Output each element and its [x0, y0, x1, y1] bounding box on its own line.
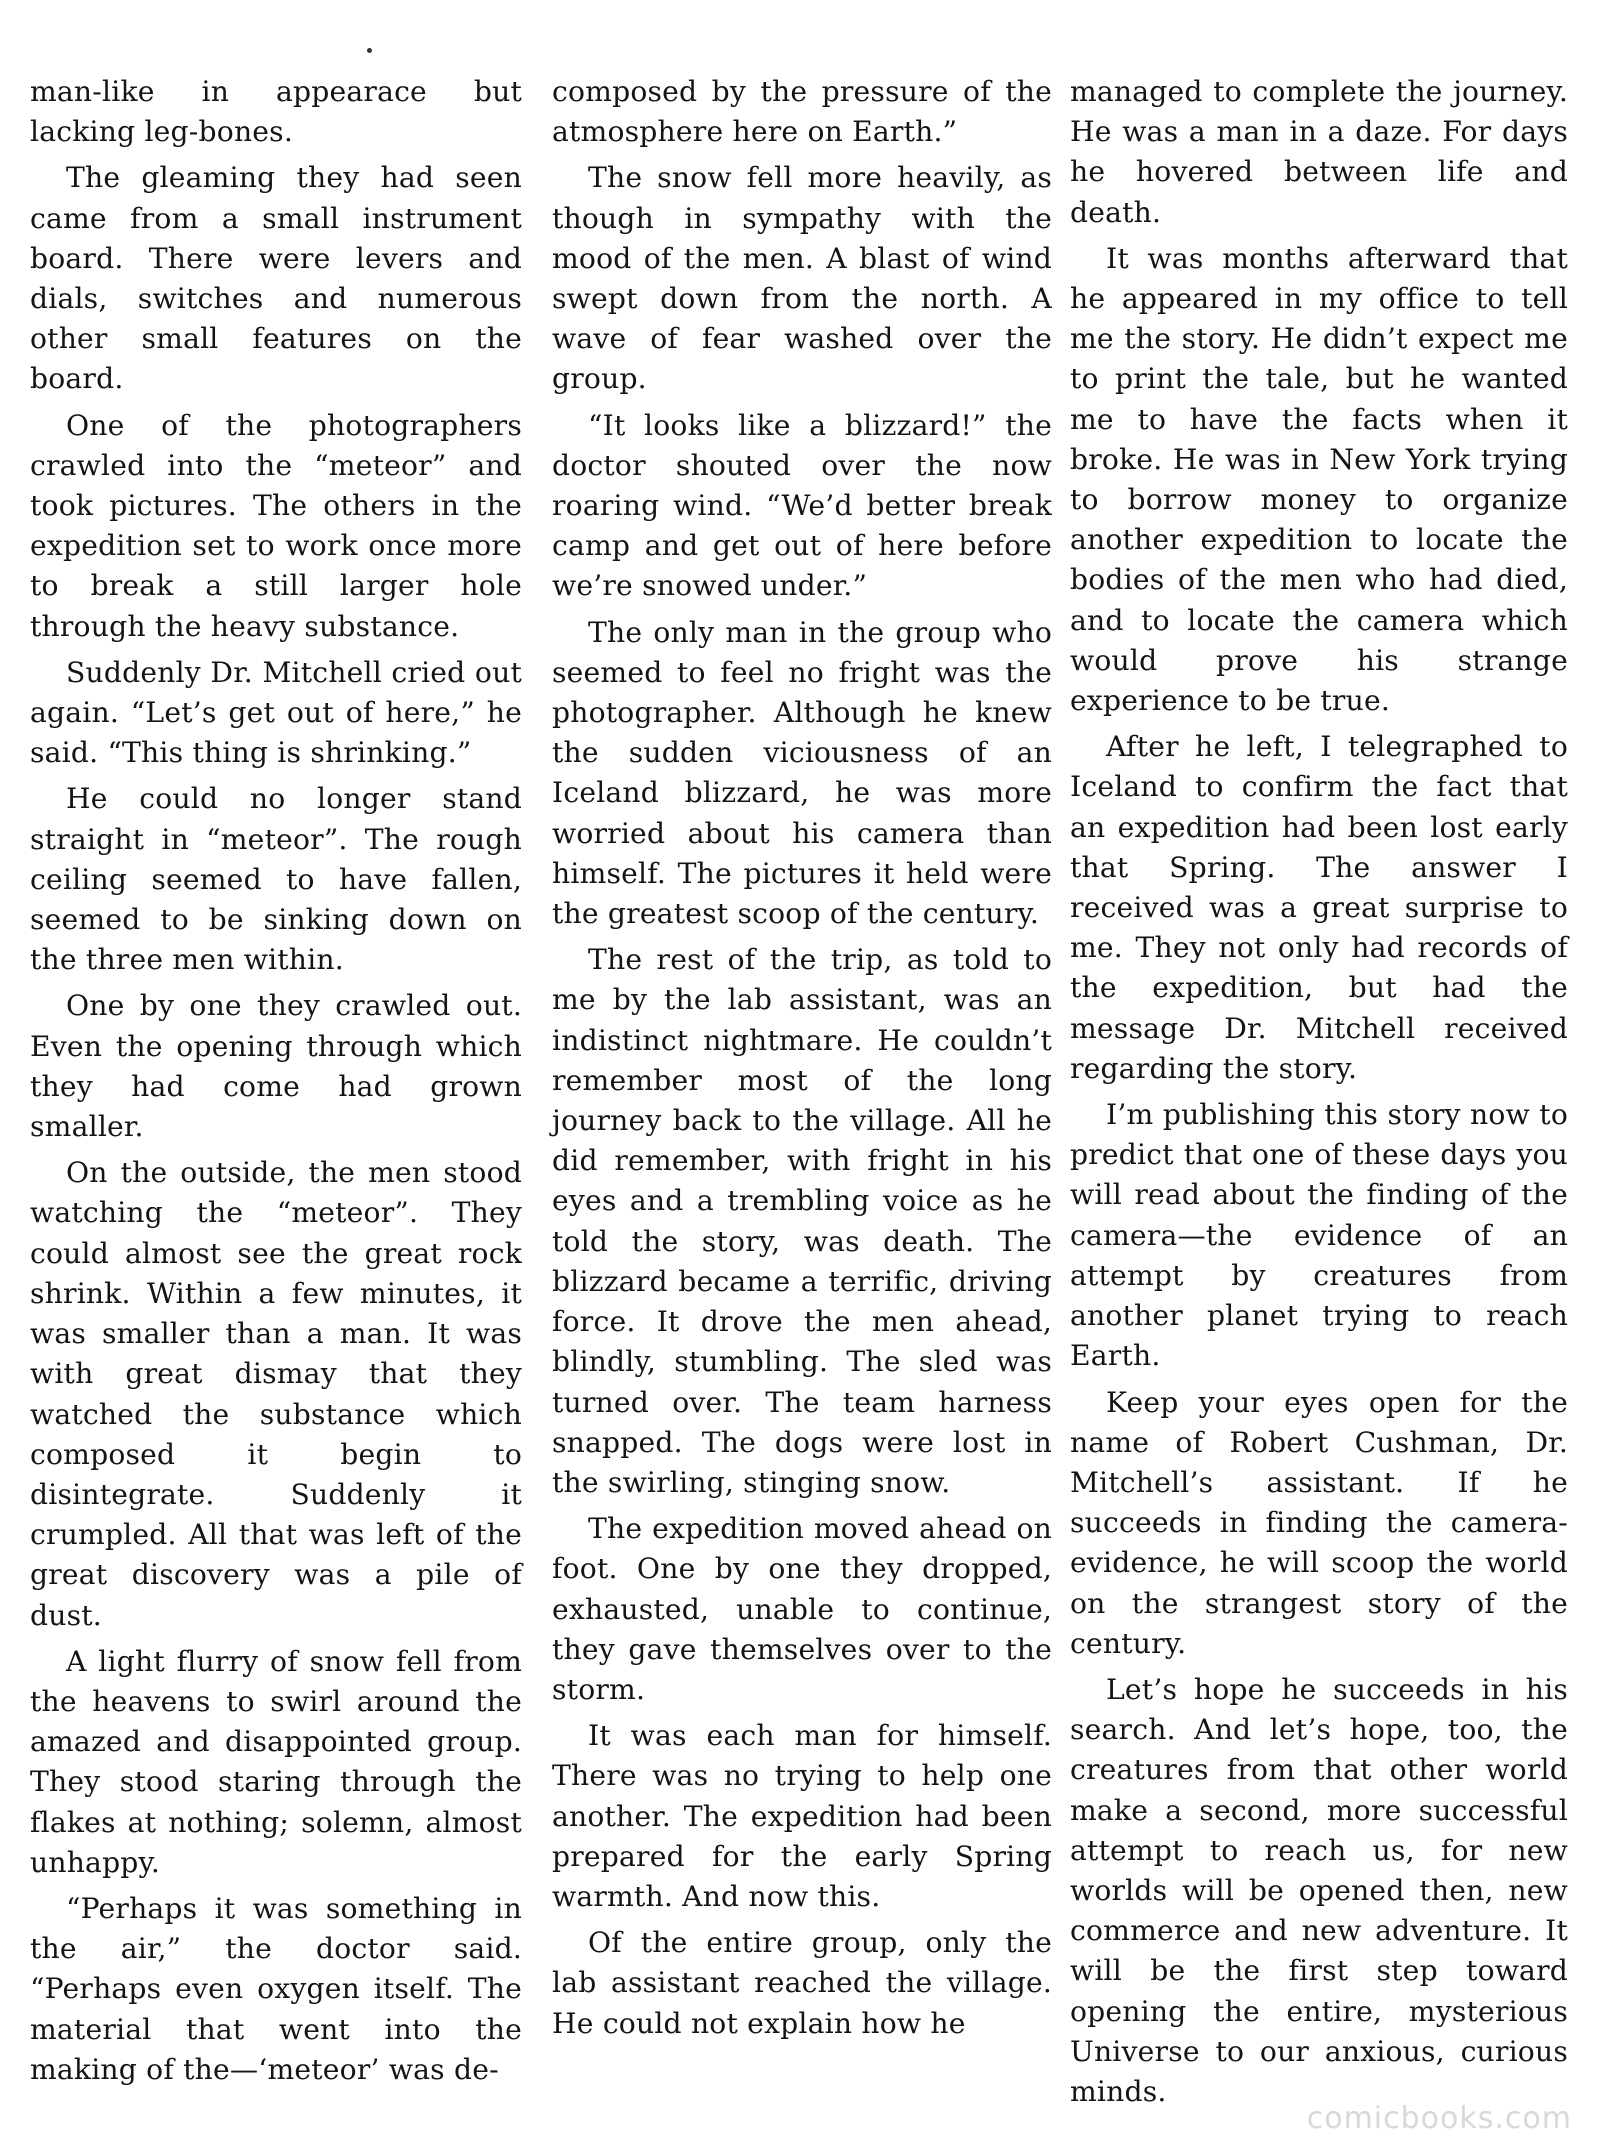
paragraph: The rest of the trip, as told to me by the lab assistant, was an indistinct nightmare. He couldn’t remember most of the long journey back to the village. All he did remember, with fright in his eyes and a trembling voice as he told the story, was death. The blizzard became a terrific, driving force. It drove the men ahead, blindly, stumbling. The sled was turned over. The team harness snapped. The dogs were lost in the swirling, stinging snow.	[552, 943, 1052, 1499]
paragraph: On the outside, the men stood watching the “meteor”. They could almost see the great rock shrink. Within a few minutes, it was smaller than a man. It was with great dismay that they watched the substance which composed it begin to disintegrate. Suddenly it crumpled. All that was left of the great discovery was a pile of dust.	[30, 1156, 522, 1632]
paragraph: After he left, I telegraphed to Iceland to confirm the fact that an expedition had been lost early that Spring. The answer I received was a great surprise to me. They not only had records of the expedition, but had the message Dr. Mitchell received regarding the story.	[1070, 730, 1568, 1085]
paragraph: The snow fell more heavily, as though in sympathy with the mood of the men. A blast of wind swept down from the north. A wave of fear washed over the group.	[552, 161, 1052, 396]
text-column-left	[30, 72, 522, 2096]
paragraph: It was each man for himself. There was no trying to help one another. The expedition had been prepared for the early Spring warmth. And now this.	[552, 1719, 1052, 1913]
paragraph: I’m publishing this story now to predict that one of these days you will read about the finding of the camera—the evidence of an attempt by creatures from another planet trying to reach Earth.	[1070, 1098, 1568, 1373]
paragraph: The expedition moved ahead on foot. One by one they dropped, exhausted, unable to continue, they gave themselves over to the storm.	[552, 1512, 1052, 1706]
paragraph: “It looks like a blizzard!” the doctor shouted over the now roaring wind. “We’d better break camp and get out of here before we’re snowed under.”	[552, 408, 1052, 603]
paragraph: man-like in appearace but lacking leg-bones.	[30, 75, 522, 149]
paragraph: Let’s hope he succeeds in his search. And let’s hope, too, the creatures from that other world make a second, more successful attempt to reach us, for new worlds will be opened then, new commerce and new adventure. It will be the first step toward opening the entire, mysterious Universe to our anxious, curious minds.	[1070, 1672, 1568, 2108]
text-column-right	[1070, 72, 1568, 2118]
text-column-middle	[552, 72, 1052, 2050]
paragraph: Suddenly Dr. Mitchell cried out again. “Let’s get out of here,” he said. “This thing is shrinking.”	[30, 655, 522, 770]
paragraph: composed by the pressure of the atmosphere here on Earth.”	[552, 75, 1052, 149]
paragraph: Keep your eyes open for the name of Robert Cushman, Dr. Mitchell’s assistant. If he succeeds in finding the camera-evidence, he will scoop the world on the strangest story of the century.	[1070, 1385, 1568, 1660]
paragraph: A light flurry of snow fell from the heavens to swirl around the amazed and disappointed group. They stood staring through the flakes at nothing; solemn, almost unhappy.	[30, 1644, 522, 1879]
paragraph: One by one they crawled out. Even the opening through which they had come had grown smaller.	[30, 989, 522, 1144]
paragraph: The gleaming they had seen came from a small instrument board. There were levers and dials, switches and numerous other small features on the board.	[30, 161, 522, 396]
paragraph: “Perhaps it was something in the air,” the doctor said. “Perhaps even oxygen itself. The material that went into the making of the—‘meteor’ was de-	[30, 1891, 522, 2086]
site-watermark: comicbooks.com	[1306, 2101, 1572, 2136]
print-speck	[367, 48, 372, 53]
paragraph: One of the photographers crawled into the “meteor” and took pictures. The others in the expedition set to work once more to break a still larger hole through the heavy substance.	[30, 408, 522, 643]
paragraph: The only man in the group who seemed to feel no fright was the photographer. Although he knew the sudden viciousness of an Iceland blizzard, he was more worried about his camera than himself. The pictures it held were the greatest scoop of the century.	[552, 615, 1052, 931]
paragraph: Of the entire group, only the lab assistant reached the village. He could not explain how he	[552, 1926, 1052, 2040]
paragraph: managed to complete the journey. He was a man in a daze. For days he hovered between life and death.	[1070, 75, 1568, 229]
paragraph: He could no longer stand straight in “meteor”. The rough ceiling seemed to have fallen, seemed to be sinking down on the three men within.	[30, 782, 522, 977]
paragraph: It was months afterward that he appeared in my office to tell me the story. He didn’t expect me to print the tale, but he wanted me to have the facts when it broke. He was in New York trying to borrow money to organize another expedition to locate the bodies of the men who had died, and to locate the camera which would prove his strange experience to be true.	[1070, 241, 1568, 718]
